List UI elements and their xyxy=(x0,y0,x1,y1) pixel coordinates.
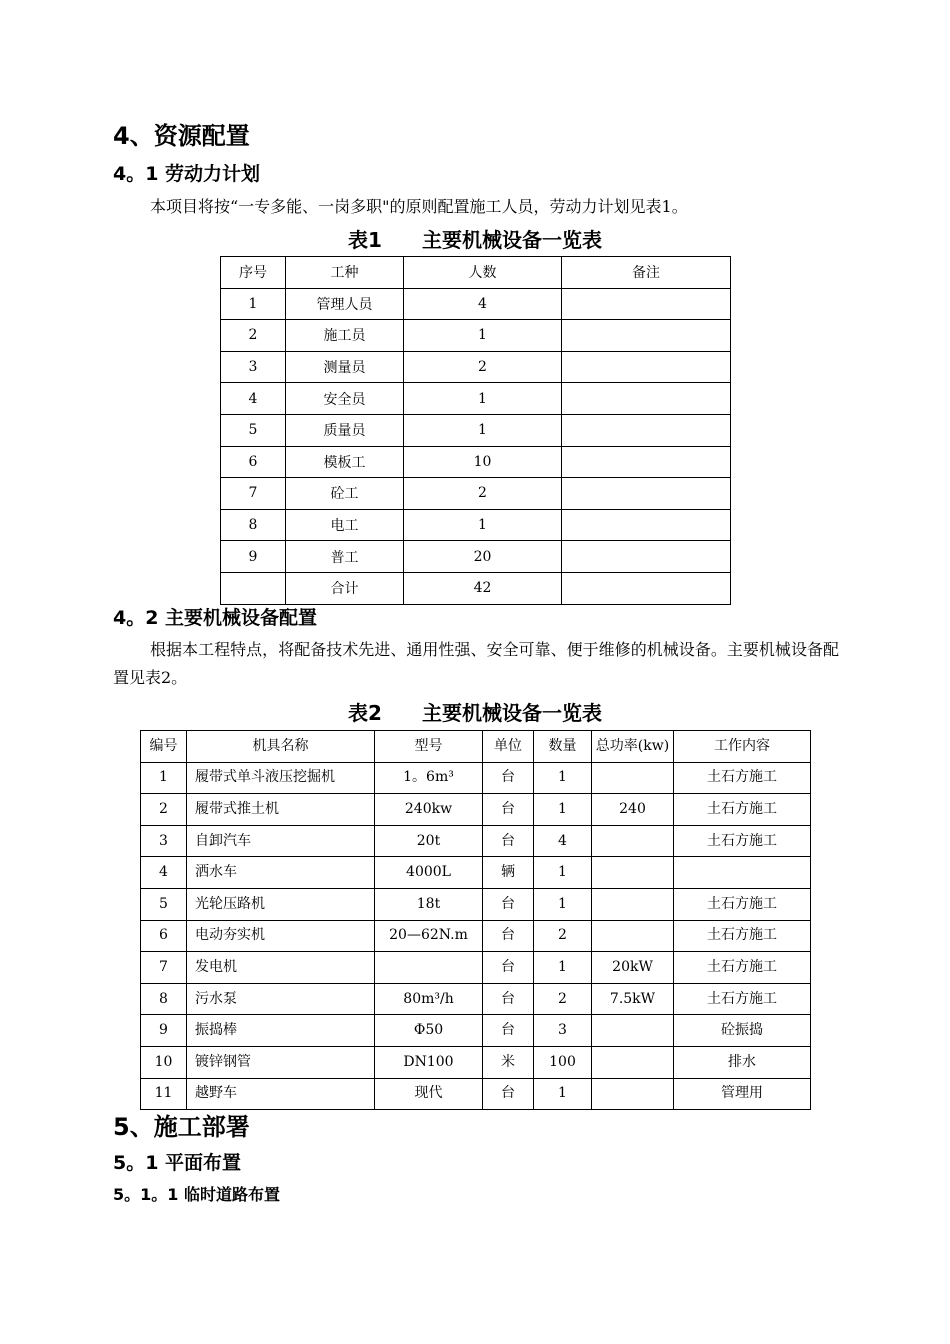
table-row xyxy=(221,351,731,383)
table-cell: 240kw xyxy=(375,794,483,826)
table-header-cell: 人数 xyxy=(404,257,562,289)
table-cell: 2 xyxy=(141,794,187,826)
table-cell: 1 xyxy=(404,320,562,352)
table-cell: 1 xyxy=(534,952,592,984)
table-row xyxy=(141,1015,811,1047)
table-cell: 1 xyxy=(221,288,286,320)
section-4-2-title: 4。2 主要机械设备配置 xyxy=(113,607,318,629)
table-cell: 7 xyxy=(221,478,286,510)
table-cell: 砼振捣 xyxy=(674,1015,811,1047)
table-cell: 1 xyxy=(534,762,592,794)
table-cell: 履带式单斗液压挖掘机 xyxy=(187,762,375,794)
table-cell: 3 xyxy=(141,825,187,857)
table-header-cell: 序号 xyxy=(221,257,286,289)
table-cell: 台 xyxy=(483,794,534,826)
table-header-cell: 机具名称 xyxy=(187,731,375,763)
table-cell: 10 xyxy=(141,1046,187,1078)
table-header-row xyxy=(221,257,731,289)
table-cell: 辆 xyxy=(483,857,534,889)
section-4-title: 4、资源配置 xyxy=(113,122,250,150)
table-cell: 4 xyxy=(141,857,187,889)
table-cell: 测量员 xyxy=(286,351,404,383)
table-cell: 6 xyxy=(141,920,187,952)
table-cell: 洒水车 xyxy=(187,857,375,889)
table-row xyxy=(221,446,731,478)
table-row xyxy=(221,320,731,352)
table-cell: 米 xyxy=(483,1046,534,1078)
table-cell: 台 xyxy=(483,1078,534,1110)
table-cell xyxy=(592,762,674,794)
table-row xyxy=(221,478,731,510)
table-row xyxy=(141,857,811,889)
table-cell xyxy=(592,920,674,952)
section-4-2-paragraph: 根据本工程特点，将配备技术先进、通用性强、安全可靠、便于维修的机械设备。主要机械设备配置见表2。 xyxy=(113,640,839,687)
table-row xyxy=(141,888,811,920)
table-cell xyxy=(592,888,674,920)
table-cell: 台 xyxy=(483,888,534,920)
table-cell: 土石方施工 xyxy=(674,825,811,857)
table-row xyxy=(221,572,731,604)
table-row xyxy=(141,1078,811,1110)
section-5-title: 5、施工部署 xyxy=(113,1113,250,1141)
section-5-1-title: 5。1 平面布置 xyxy=(113,1152,242,1174)
table-cell: 光轮压路机 xyxy=(187,888,375,920)
table-cell: 1 xyxy=(141,762,187,794)
table-cell: 合计 xyxy=(286,572,404,604)
table-cell: 台 xyxy=(483,762,534,794)
table-cell: 4 xyxy=(404,288,562,320)
table-cell: 管理用 xyxy=(674,1078,811,1110)
table-cell: 9 xyxy=(221,541,286,573)
table-row xyxy=(221,383,731,415)
table-cell: 施工员 xyxy=(286,320,404,352)
table-cell: 台 xyxy=(483,1015,534,1047)
table-cell: 1 xyxy=(534,794,592,826)
table-cell: 9 xyxy=(141,1015,187,1047)
table-cell: 100 xyxy=(534,1046,592,1078)
table-row xyxy=(221,288,731,320)
table-row xyxy=(221,509,731,541)
table-cell: 台 xyxy=(483,983,534,1015)
table-cell: 2 xyxy=(404,351,562,383)
table-cell: 2 xyxy=(404,478,562,510)
table-cell: 6 xyxy=(221,446,286,478)
table-cell: 20t xyxy=(375,825,483,857)
table-cell: Φ50 xyxy=(375,1015,483,1047)
table-cell xyxy=(592,857,674,889)
table-row xyxy=(221,414,731,446)
table-row xyxy=(141,952,811,984)
table-cell: 3 xyxy=(221,351,286,383)
table-header-cell: 工作内容 xyxy=(674,731,811,763)
table-cell: 240 xyxy=(592,794,674,826)
table-cell: 现代 xyxy=(375,1078,483,1110)
table-cell: 8 xyxy=(221,509,286,541)
table-cell: 质量员 xyxy=(286,414,404,446)
table-cell xyxy=(562,509,731,541)
table-cell xyxy=(562,351,731,383)
table-cell: 1 xyxy=(534,857,592,889)
table-cell: 管理人员 xyxy=(286,288,404,320)
table-cell: 42 xyxy=(404,572,562,604)
table-cell: 污水泵 xyxy=(187,983,375,1015)
table-cell: 电工 xyxy=(286,509,404,541)
table-cell: 土石方施工 xyxy=(674,794,811,826)
table-cell xyxy=(562,478,731,510)
table-header-cell: 数量 xyxy=(534,731,592,763)
equipment-table xyxy=(140,730,811,1110)
section-5-1-1-title: 5。1。1 临时道路布置 xyxy=(113,1185,280,1204)
table-cell: 2 xyxy=(221,320,286,352)
table-cell xyxy=(562,541,731,573)
table-header-cell: 总功率(kw) xyxy=(592,731,674,763)
table-cell: 1 xyxy=(404,509,562,541)
table-cell xyxy=(562,414,731,446)
table-cell: 土石方施工 xyxy=(674,952,811,984)
table-cell: 排水 xyxy=(674,1046,811,1078)
table-cell: 7 xyxy=(141,952,187,984)
table-cell: 台 xyxy=(483,952,534,984)
table-cell xyxy=(592,1015,674,1047)
table-cell xyxy=(674,857,811,889)
table-header-cell: 型号 xyxy=(375,731,483,763)
table-cell: 普工 xyxy=(286,541,404,573)
table-cell: 台 xyxy=(483,920,534,952)
table-cell: DN100 xyxy=(375,1046,483,1078)
table-row xyxy=(141,825,811,857)
table2-caption: 表2 主要机械设备一览表 xyxy=(348,701,602,725)
table-row xyxy=(141,1046,811,1078)
table-cell xyxy=(375,952,483,984)
table-cell: 土石方施工 xyxy=(674,920,811,952)
table-row xyxy=(221,541,731,573)
table-cell: 3 xyxy=(534,1015,592,1047)
table-cell: 1 xyxy=(404,383,562,415)
table-cell: 4000L xyxy=(375,857,483,889)
table-cell: 土石方施工 xyxy=(674,762,811,794)
table-cell: 20 xyxy=(404,541,562,573)
table-cell xyxy=(592,825,674,857)
table-cell: 7.5kW xyxy=(592,983,674,1015)
table-cell: 5 xyxy=(141,888,187,920)
table-row xyxy=(141,762,811,794)
labor-plan-table xyxy=(220,256,731,605)
table-cell: 安全员 xyxy=(286,383,404,415)
table-row xyxy=(141,983,811,1015)
table-cell: 20—62N.m xyxy=(375,920,483,952)
table-cell: 模板工 xyxy=(286,446,404,478)
table-cell: 2 xyxy=(534,983,592,1015)
table-cell: 80m³/h xyxy=(375,983,483,1015)
table-cell xyxy=(562,320,731,352)
table-cell: 发电机 xyxy=(187,952,375,984)
table-cell: 越野车 xyxy=(187,1078,375,1110)
table-cell xyxy=(592,1078,674,1110)
table-cell: 台 xyxy=(483,825,534,857)
table-cell: 4 xyxy=(221,383,286,415)
table-cell xyxy=(562,383,731,415)
table-cell: 1。6m³ xyxy=(375,762,483,794)
table-cell: 11 xyxy=(141,1078,187,1110)
table-cell: 8 xyxy=(141,983,187,1015)
table-header-cell: 工种 xyxy=(286,257,404,289)
table-cell: 1 xyxy=(404,414,562,446)
table-cell xyxy=(592,1046,674,1078)
table-cell: 4 xyxy=(534,825,592,857)
section-4-1-paragraph: 本项目将按“一专多能、一岗多职"的原则配置施工人员，劳动力计划见表1。 xyxy=(150,197,688,216)
section-4-1-title: 4。1 劳动力计划 xyxy=(113,163,261,185)
table-row xyxy=(141,920,811,952)
table-header-cell: 备注 xyxy=(562,257,731,289)
table-header-cell: 单位 xyxy=(483,731,534,763)
table-cell: 镀锌钢管 xyxy=(187,1046,375,1078)
table-cell: 18t xyxy=(375,888,483,920)
table-cell: 履带式推土机 xyxy=(187,794,375,826)
table-cell: 2 xyxy=(534,920,592,952)
table-cell: 砼工 xyxy=(286,478,404,510)
table-cell xyxy=(562,288,731,320)
table-cell xyxy=(562,446,731,478)
table-cell: 振捣棒 xyxy=(187,1015,375,1047)
table-cell: 电动夯实机 xyxy=(187,920,375,952)
table-header-row xyxy=(141,731,811,763)
table-row xyxy=(141,794,811,826)
table-cell xyxy=(221,572,286,604)
table-header-cell: 编号 xyxy=(141,731,187,763)
table1-caption: 表1 主要机械设备一览表 xyxy=(348,228,602,252)
table-cell: 自卸汽车 xyxy=(187,825,375,857)
table-cell: 5 xyxy=(221,414,286,446)
table-cell: 20kW xyxy=(592,952,674,984)
table-cell: 1 xyxy=(534,888,592,920)
table-cell: 10 xyxy=(404,446,562,478)
table-cell: 土石方施工 xyxy=(674,888,811,920)
table-cell: 1 xyxy=(534,1078,592,1110)
table-cell xyxy=(562,572,731,604)
table-cell: 土石方施工 xyxy=(674,983,811,1015)
